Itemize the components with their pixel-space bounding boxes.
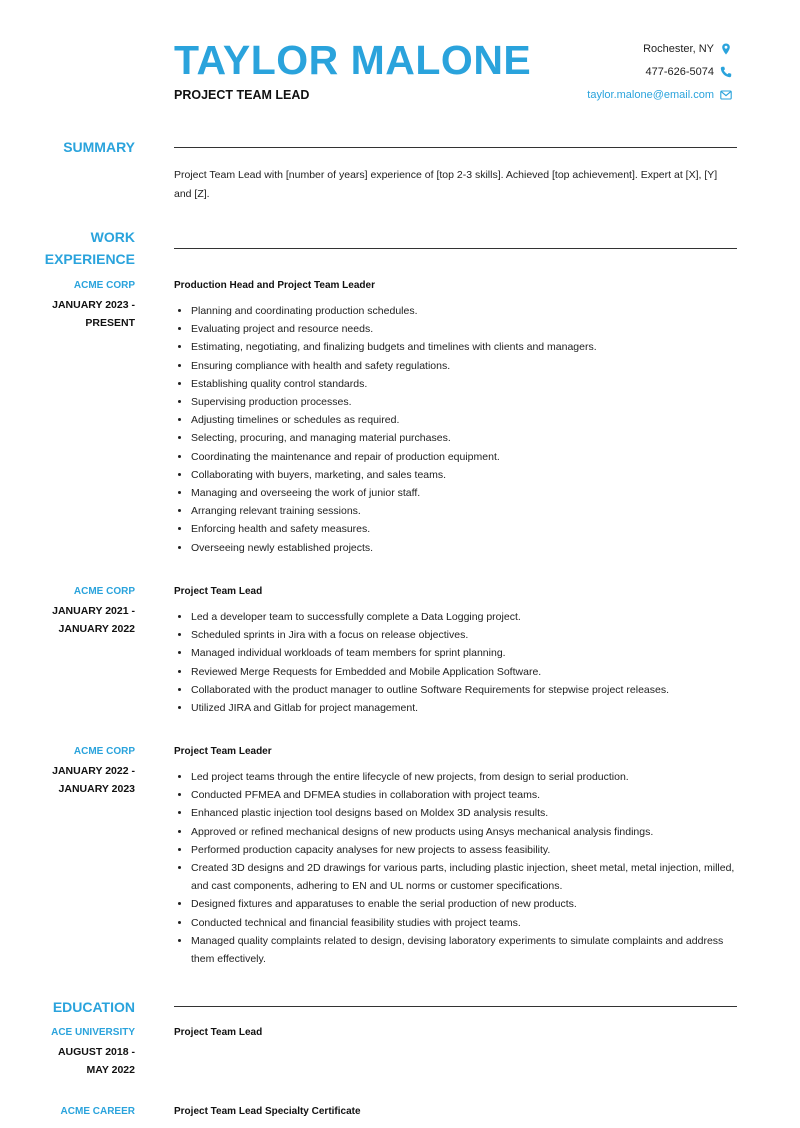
education-1-title: Project Team Lead [174, 1027, 263, 1038]
education-2-school: ACME CAREER [60, 1106, 135, 1117]
candidate-name: TAYLOR MALONE [174, 37, 532, 83]
candidate-role: PROJECT TEAM LEAD [174, 88, 310, 102]
list-item: • Estimating, negotiating, and finalizing budgets and timelines with clients and managers. [191, 338, 737, 356]
list-item: • Selecting, procuring, and managing material purchases. [191, 429, 737, 447]
list-item: • Arranging relevant training sessions. [191, 502, 737, 520]
list-item: • Evaluating project and resource needs. [191, 320, 737, 338]
education-1-dates [15, 1043, 135, 1079]
list-item: • Collaborating with buyers, marketing, and sales teams. [191, 466, 737, 484]
experience-heading-line2: EXPERIENCE [44, 251, 135, 267]
contact-location [643, 43, 732, 55]
list-item: • Adjusting timelines or schedules as required. [191, 411, 737, 429]
job-1-dates [15, 296, 135, 332]
list-item: • Supervising production processes. [191, 393, 737, 411]
job-2-dates-start: JANUARY 2021 - [52, 605, 135, 617]
list-item: • Led a developer team to successfully complete a Data Logging project. [191, 608, 737, 626]
list-item: • Planning and coordinating production schedules. [191, 302, 737, 320]
job-1 [174, 279, 737, 557]
job-3-dates [15, 762, 135, 798]
list-item: • Led project teams through the entire lifecycle of new projects, from design to serial production. [191, 768, 737, 786]
experience-divider [174, 248, 737, 249]
education-1-meta [15, 1026, 135, 1079]
job-1-title: Production Head and Project Team Leader [174, 280, 375, 291]
job-2-bullets [174, 608, 737, 717]
phone-text: 477-626-5074 [645, 66, 714, 78]
envelope-icon [720, 89, 732, 101]
education-2-meta [15, 1105, 135, 1119]
contact-email[interactable] [587, 89, 732, 101]
list-item: • Ensuring compliance with health and safety regulations. [191, 357, 737, 375]
job-3-meta [15, 745, 135, 798]
summary-heading: SUMMARY [63, 139, 135, 155]
list-item: • Approved or refined mechanical designs of new products using Ansys mechanical analysis findings. [191, 823, 737, 841]
job-3-title: Project Team Leader [174, 746, 272, 757]
job-1-meta [15, 279, 135, 332]
list-item: • Enforcing health and safety measures. [191, 520, 737, 538]
location-text: Rochester, NY [643, 43, 714, 55]
location-pin-icon [720, 43, 732, 55]
list-item: • Scheduled sprints in Jira with a focus on release objectives. [191, 626, 737, 644]
job-1-dates-end: PRESENT [85, 317, 135, 329]
phone-icon [720, 66, 732, 78]
list-item: • Enhanced plastic injection tool designs based on Moldex 3D analysis results. [191, 804, 737, 822]
experience-heading-line1: WORK [90, 229, 135, 245]
summary-text: Project Team Lead with [number of years] experience of [top 2-3 skills]. Achieved [top achievement]. Expert at [X], [Y] and [Z]. [174, 169, 718, 200]
job-2-dates [15, 602, 135, 638]
job-2-title: Project Team Lead [174, 586, 263, 597]
job-3-company: ACME CORP [73, 746, 135, 757]
list-item: • Establishing quality control standards. [191, 375, 737, 393]
list-item: • Designed fixtures and apparatuses to enable the serial production of new products. [191, 895, 737, 913]
education-2-title: Project Team Lead Specialty Certificate [174, 1106, 361, 1117]
education-1-dates-end: MAY 2022 [86, 1064, 135, 1076]
list-item: • Conducted technical and financial feasibility studies with project teams. [191, 914, 737, 932]
job-1-dates-start: JANUARY 2023 - [52, 299, 135, 311]
list-item: • Overseeing newly established projects. [191, 539, 737, 557]
list-item: • Performed production capacity analyses for new projects to assess feasibility. [191, 841, 737, 859]
contact-phone [645, 66, 732, 78]
education-divider [174, 1006, 737, 1007]
job-3 [174, 745, 737, 968]
job-3-dates-start: JANUARY 2022 - [52, 765, 135, 777]
experience-heading [45, 226, 135, 270]
education-1-dates-start: AUGUST 2018 - [57, 1046, 135, 1058]
list-item: • Managed quality complaints related to design, devising laboratory experiments to simulate complaints and address them effectively. [191, 932, 737, 968]
education-1 [174, 1026, 737, 1040]
list-item: • Conducted PFMEA and DFMEA studies in collaboration with project teams. [191, 786, 737, 804]
education-heading: EDUCATION [52, 999, 135, 1015]
list-item: • Reviewed Merge Requests for Embedded and Mobile Application Software. [191, 663, 737, 681]
job-2-company: ACME CORP [73, 586, 135, 597]
list-item: • Created 3D designs and 2D drawings for various parts, including plastic injection, sheet metal, metal injection, milled, and cast components, adhering to EN and UL norms or customer specifications. [191, 859, 737, 895]
education-1-school: ACE UNIVERSITY [51, 1027, 135, 1038]
list-item: • Managed individual workloads of team members for sprint planning. [191, 644, 737, 662]
list-item: • Coordinating the maintenance and repair of production equipment. [191, 448, 737, 466]
job-1-company: ACME CORP [73, 280, 135, 291]
job-2 [174, 585, 737, 717]
job-3-dates-end: JANUARY 2023 [58, 783, 135, 795]
list-item: • Utilized JIRA and Gitlab for project management. [191, 699, 737, 717]
list-item: • Managing and overseeing the work of junior staff. [191, 484, 737, 502]
summary-divider [174, 147, 737, 148]
education-2 [174, 1105, 737, 1119]
list-item: • Collaborated with the product manager to outline Software Requirements for stepwise project releases. [191, 681, 737, 699]
email-link[interactable]: taylor.malone@email.com [587, 89, 714, 101]
job-3-bullets [174, 768, 737, 968]
job-1-bullets [174, 302, 737, 557]
job-2-dates-end: JANUARY 2022 [58, 623, 135, 635]
job-2-meta [15, 585, 135, 638]
